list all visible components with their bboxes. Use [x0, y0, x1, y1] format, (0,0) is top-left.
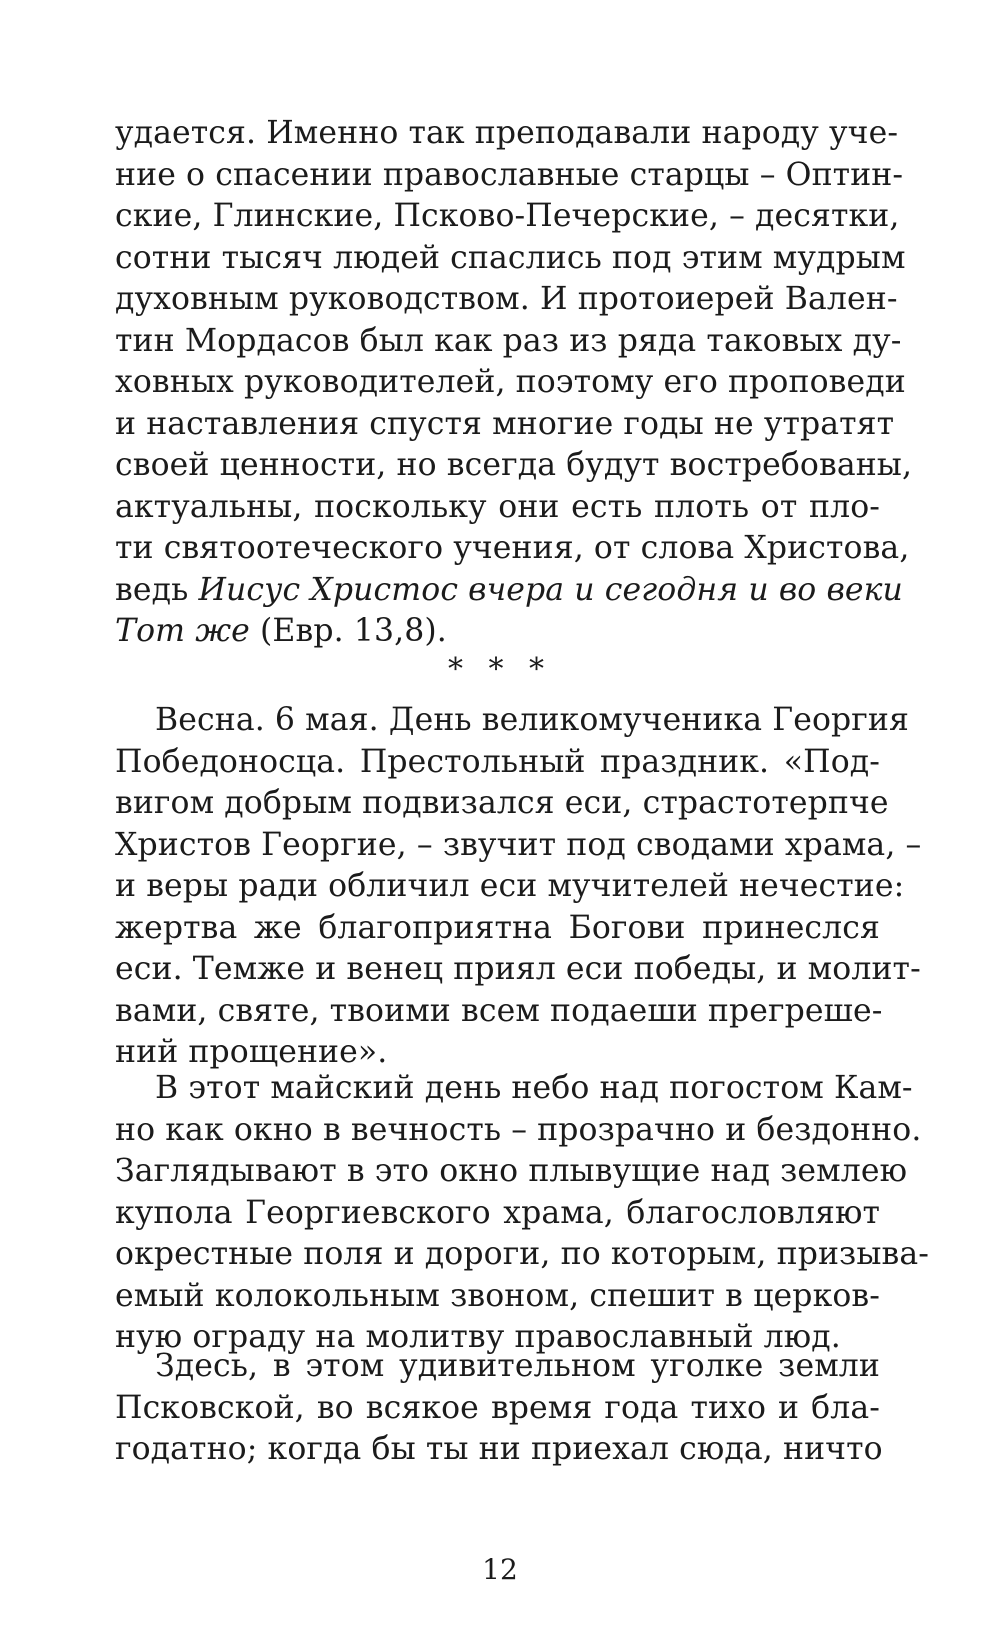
- text-line: и наставления спустя многие годы не утратят: [115, 405, 895, 442]
- text-line: сотни тысяч людей спаслись под этим мудрым: [115, 239, 906, 276]
- text-line: емый колокольным звоном, спешит в церков-: [115, 1277, 880, 1314]
- text-line: духовным руководством. И протоиерей Вален-: [115, 281, 898, 317]
- text-line: Здесь, в этом удивительном уголке земли: [155, 1348, 880, 1384]
- paragraph-2: [115, 700, 922, 1074]
- text-line: вами, святе, твоими всем подаеши прегреше-: [115, 992, 883, 1029]
- text-line: еси. Темже и венец приял еси победы, и молит-: [115, 951, 921, 987]
- text-line: ские, Глинские, Псково-Печерские, – десятки,: [115, 198, 900, 234]
- line-prefix: ведь: [115, 571, 199, 608]
- text-line: Псковской, во всякое время года тихо и бла-: [115, 1389, 880, 1426]
- page-number: 12: [482, 1553, 518, 1586]
- scripture-quote: Иисус Христос вчера и сегодня и во веки: [198, 571, 903, 608]
- text-line: ти святоотеческого учения, от слова Христова,: [115, 530, 910, 566]
- text-line: ховных руководителей, поэтому его проповеди: [115, 364, 906, 400]
- paragraph-3: [115, 1068, 929, 1359]
- text-line: вигом добрым подвизался еси, страстотерпче: [115, 785, 889, 821]
- text-line: Заглядывают в это окно плывущие над землею: [115, 1153, 908, 1189]
- text-line: ную ограду на молитву православный люд.: [115, 1319, 841, 1355]
- text-line: актуальны, поскольку они есть плоть от пло-: [115, 488, 880, 525]
- text-line: годатно; когда бы ты ни приехал сюда, ничто: [115, 1431, 883, 1467]
- text-line: и веры ради обличил еси мучителей нечестие:: [115, 868, 905, 904]
- text-line: жертва же благоприятна Богови принеслся: [115, 909, 880, 946]
- scripture-citation: (Евр. 13,8).: [249, 613, 447, 649]
- text-line: тин Мордасов был как раз из ряда таковых ду-: [115, 322, 902, 359]
- text-line: но как окно в вечность – прозрачно и бездонно.: [115, 1111, 922, 1148]
- text-line-with-citation: [115, 611, 880, 653]
- text-line: Весна. 6 мая. День великомученика Георгия: [155, 702, 909, 738]
- text-line: Победоносца. Престольный праздник. «Под-: [115, 743, 880, 780]
- text-line: ний прощение».: [115, 1034, 388, 1070]
- text-line: купола Георгиевского храма, благословляют: [115, 1194, 880, 1231]
- paragraph-4: [115, 1346, 883, 1471]
- section-separator: * * *: [447, 652, 553, 687]
- text-line: ние о спасении православные старцы – Оптин-: [115, 156, 904, 193]
- text-line: Христов Георгие, – звучит под сводами храма, –: [115, 826, 922, 863]
- scripture-quote-end: Тот же: [115, 613, 250, 649]
- text-line: удается. Именно так преподавали народу уче-: [115, 115, 899, 151]
- text-line: окрестные поля и дороги, по которым, призыва-: [115, 1236, 929, 1272]
- paragraph-1: [115, 113, 913, 653]
- text-line: своей ценности, но всегда будут востребованы,: [115, 447, 913, 483]
- text-line-with-quote: [115, 570, 903, 612]
- text-line: В этот майский день небо над погостом Кам-: [155, 1070, 913, 1106]
